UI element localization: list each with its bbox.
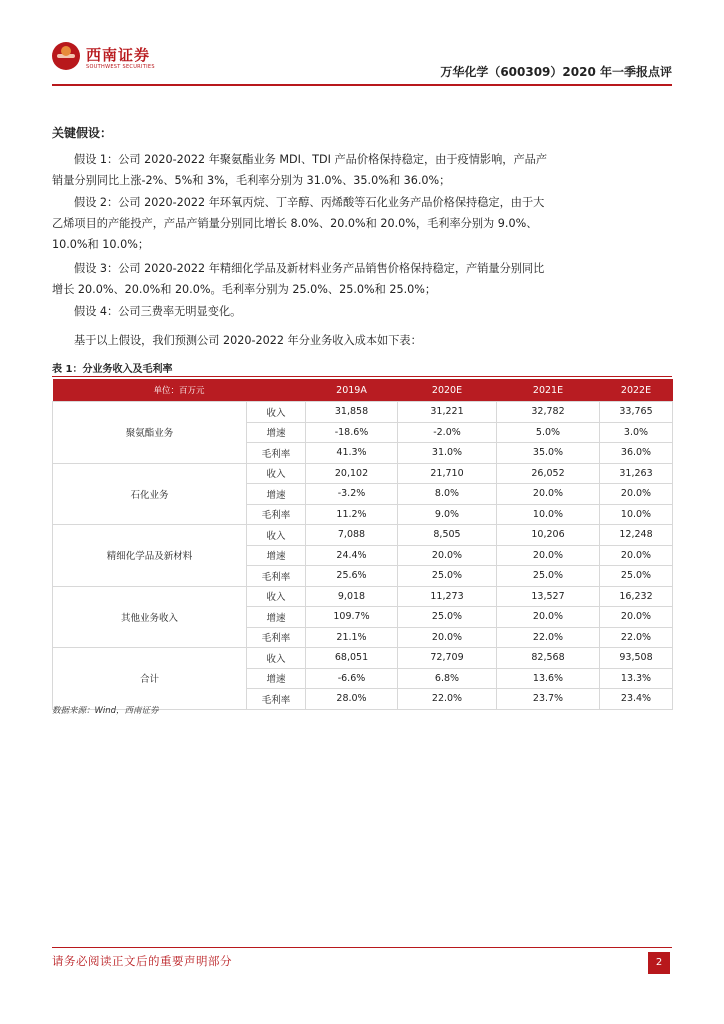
metric-label: 增速 xyxy=(247,668,306,689)
metric-value: 16,232 xyxy=(600,586,673,607)
metric-label: 收入 xyxy=(247,525,306,546)
metric-value: -2.0% xyxy=(398,422,497,443)
metric-value: 10,206 xyxy=(497,525,600,546)
metric-label: 增速 xyxy=(247,484,306,505)
assumption-2: 假设 2：公司 2020-2022 年环氧丙烷、丁辛醇、丙烯酸等石化业务产品价格保持稳定，由于大乙烯项目的产能投产，产品产销量分别同比增长 8.0%、20.0%和 20.0%，毛利率分别为 9.0%、10.0%和 10.0%； xyxy=(52,196,545,251)
metric-value: 25.0% xyxy=(398,607,497,628)
metric-value: 9,018 xyxy=(306,586,398,607)
metric-value: 68,051 xyxy=(306,648,398,669)
metric-value: 26,052 xyxy=(497,463,600,484)
metric-value: 9.0% xyxy=(398,504,497,525)
page-header xyxy=(0,0,724,92)
assumption-3: 假设 3：公司 2020-2022 年精细化学品及新材料业务产品销售价格保持稳定，产销量分别同比增长 20.0%、20.0%和 20.0%。毛利率分别为 25.0%、25.0%和 25.0%； xyxy=(52,262,545,296)
metric-value: 12,248 xyxy=(600,525,673,546)
section-title: 关键假设： xyxy=(52,126,113,140)
metric-value: 20,102 xyxy=(306,463,398,484)
metric-label: 增速 xyxy=(247,422,306,443)
company-logo xyxy=(52,42,212,78)
metric-value: 25.0% xyxy=(497,566,600,587)
table-row xyxy=(53,402,673,423)
year-header: 2019A xyxy=(306,379,398,402)
metric-value: 13.3% xyxy=(600,668,673,689)
metric-value: 11.2% xyxy=(306,504,398,525)
metric-value: 31.0% xyxy=(398,443,497,464)
metric-value: 22.0% xyxy=(600,627,673,648)
metric-value: 28.0% xyxy=(306,689,398,710)
metric-value: 11,273 xyxy=(398,586,497,607)
metric-value: 23.7% xyxy=(497,689,600,710)
metric-value: 13.6% xyxy=(497,668,600,689)
metric-value: 25.0% xyxy=(600,566,673,587)
logo-name: 西南证券 xyxy=(86,46,151,64)
table-row xyxy=(53,463,673,484)
metric-value: 23.4% xyxy=(600,689,673,710)
metric-label: 毛利率 xyxy=(247,443,306,464)
metric-value: 7,088 xyxy=(306,525,398,546)
assumption-4: 假设 4：公司三费率无明显变化。 xyxy=(74,305,242,318)
metric-value: 22.0% xyxy=(398,689,497,710)
table-header-row xyxy=(53,379,673,402)
metric-value: 10.0% xyxy=(600,504,673,525)
metric-value: 33,765 xyxy=(600,402,673,423)
metric-value: 20.0% xyxy=(600,545,673,566)
footer-divider xyxy=(52,947,672,948)
caption-divider xyxy=(52,376,672,377)
metric-value: 93,508 xyxy=(600,648,673,669)
table-row xyxy=(53,525,673,546)
unit-header: 单位：百万元 xyxy=(53,379,306,402)
forecast-intro: 基于以上假设，我们预测公司 2020-2022 年分业务收入成本如下表： xyxy=(74,334,422,347)
metric-value: 20.0% xyxy=(600,607,673,628)
table-row xyxy=(53,586,673,607)
assumption-1: 假设 1：公司 2020-2022 年聚氨酯业务 MDI、TDI 产品价格保持稳定，由于疫情影响，产品产销量分别同比上涨-2%、5%和 3%，毛利率分别为 31.0%、35.0%和 36.0%； xyxy=(52,153,548,187)
table-caption: 表 1：分业务收入及毛利率 xyxy=(52,364,173,375)
metric-label: 毛利率 xyxy=(247,689,306,710)
segment-name: 合计 xyxy=(53,648,247,710)
metric-label: 收入 xyxy=(247,463,306,484)
logo-emblem-icon xyxy=(52,42,80,70)
header-divider xyxy=(52,84,672,86)
metric-value: 31,221 xyxy=(398,402,497,423)
metric-label: 毛利率 xyxy=(247,627,306,648)
page-number: 2 xyxy=(648,952,670,974)
disclaimer-note: 请务必阅读正文后的重要声明部分 xyxy=(52,954,232,968)
metric-label: 增速 xyxy=(247,607,306,628)
metric-value: 22.0% xyxy=(497,627,600,648)
metric-value: 109.7% xyxy=(306,607,398,628)
metric-value: -18.6% xyxy=(306,422,398,443)
metric-value: 32,782 xyxy=(497,402,600,423)
metric-value: 20.0% xyxy=(497,484,600,505)
data-source: 数据来源：Wind，西南证券 xyxy=(52,706,159,716)
metric-value: 20.0% xyxy=(600,484,673,505)
metric-value: -3.2% xyxy=(306,484,398,505)
segment-name: 精细化学品及新材料 xyxy=(53,525,247,587)
metric-value: 6.8% xyxy=(398,668,497,689)
metric-value: 36.0% xyxy=(600,443,673,464)
metric-value: 31,858 xyxy=(306,402,398,423)
year-header: 2020E xyxy=(398,379,497,402)
metric-label: 毛利率 xyxy=(247,504,306,525)
metric-value: 25.6% xyxy=(306,566,398,587)
metric-value: 8,505 xyxy=(398,525,497,546)
metric-value: 31,263 xyxy=(600,463,673,484)
metric-label: 收入 xyxy=(247,402,306,423)
metric-value: 20.0% xyxy=(497,607,600,628)
metric-value: 21,710 xyxy=(398,463,497,484)
year-header: 2021E xyxy=(497,379,600,402)
segment-name: 聚氨酯业务 xyxy=(53,402,247,464)
logo-english-name: SOUTHWEST SECURITIES xyxy=(86,64,155,70)
metric-label: 收入 xyxy=(247,586,306,607)
year-header: 2022E xyxy=(600,379,673,402)
metric-value: 5.0% xyxy=(497,422,600,443)
metric-value: 20.0% xyxy=(398,627,497,648)
metric-value: 35.0% xyxy=(497,443,600,464)
metric-value: 21.1% xyxy=(306,627,398,648)
metric-value: 10.0% xyxy=(497,504,600,525)
metric-value: 72,709 xyxy=(398,648,497,669)
metric-value: 3.0% xyxy=(600,422,673,443)
metric-value: 41.3% xyxy=(306,443,398,464)
table-row xyxy=(53,648,673,669)
segment-name: 石化业务 xyxy=(53,463,247,525)
metric-value: 20.0% xyxy=(497,545,600,566)
metric-value: 24.4% xyxy=(306,545,398,566)
metric-label: 增速 xyxy=(247,545,306,566)
metric-value: 8.0% xyxy=(398,484,497,505)
metric-value: 13,527 xyxy=(497,586,600,607)
metric-value: -6.6% xyxy=(306,668,398,689)
metric-value: 82,568 xyxy=(497,648,600,669)
metric-label: 毛利率 xyxy=(247,566,306,587)
metric-label: 收入 xyxy=(247,648,306,669)
segment-revenue-table xyxy=(52,379,673,710)
metric-value: 25.0% xyxy=(398,566,497,587)
segment-name: 其他业务收入 xyxy=(53,586,247,648)
metric-value: 20.0% xyxy=(398,545,497,566)
report-title: 万华化学（600309）2020 年一季报点评 xyxy=(440,65,672,79)
